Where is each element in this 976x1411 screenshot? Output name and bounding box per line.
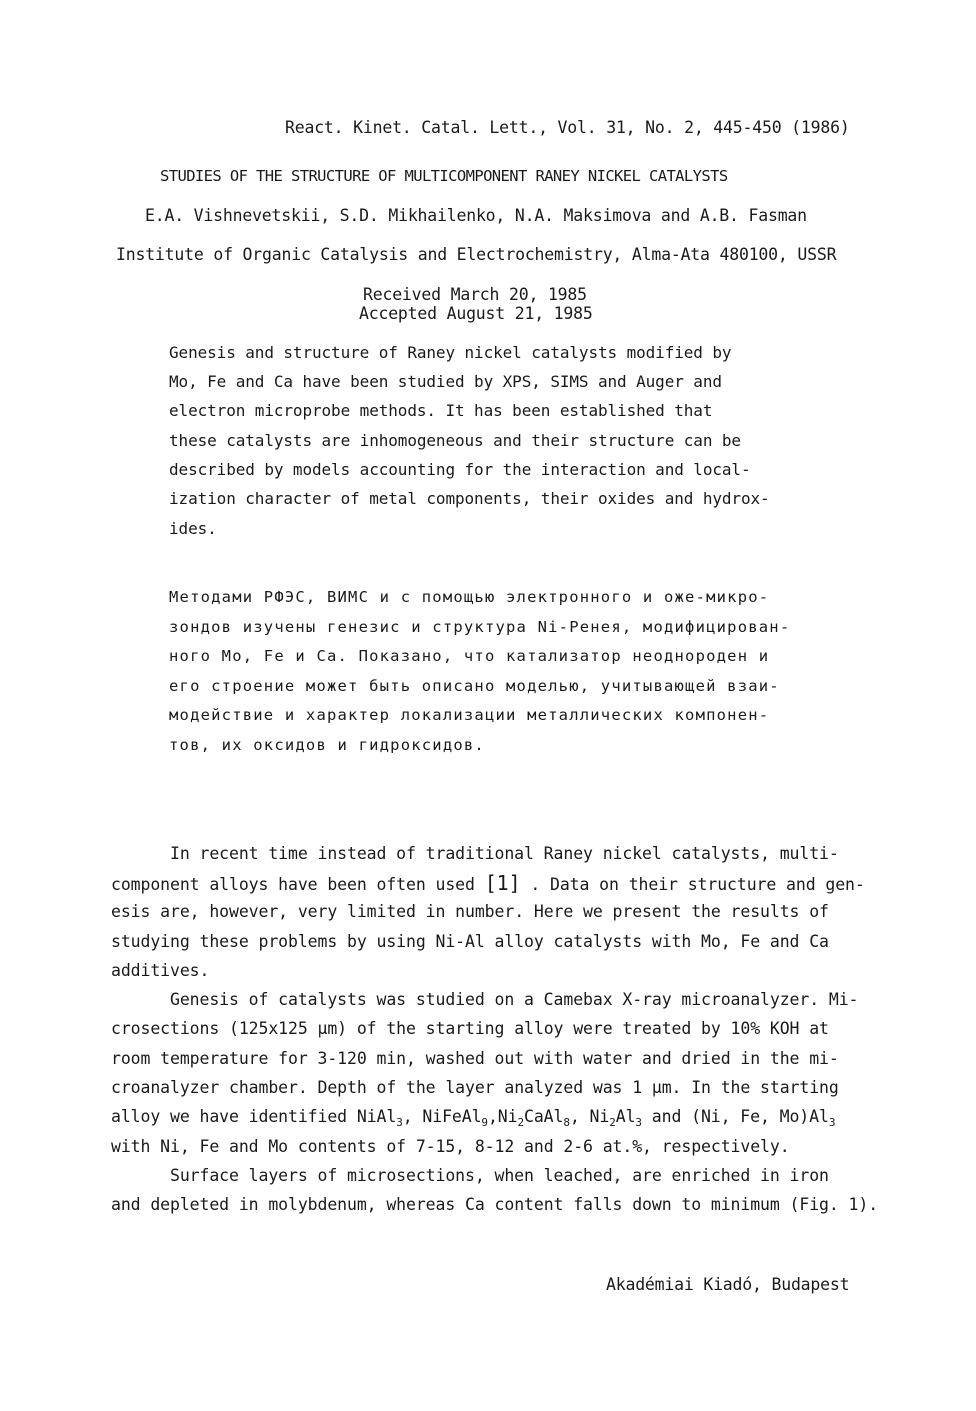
abstract-ru-line: модействие и характер локализации металлических компонен- [169,706,770,724]
body-line: Genesis of catalysts was studied on a Camebax X-ray microanalyzer. Mi- [170,990,859,1009]
abstract-ru-line: ного Мо, Fe и Са. Показано, что катализатор неоднороден и [169,647,770,665]
body-line [111,873,865,895]
body-line: room temperature for 3-120 min, washed out with water and dried in the mi- [111,1049,839,1068]
abstract-ru-line: его строение может быть описано моделью, учитывающей взаи- [169,677,780,695]
body-text-span: component alloys have been often used [111,875,485,894]
accepted-date: Accepted August 21, 1985 [359,304,593,323]
abstract-line: electron microprobe methods. It has been established that [169,401,713,420]
publisher-footer: Akadémiai Kiadó, Budapest [606,1275,850,1294]
abstract-ru-line: тов, их оксидов и гидроксидов. [169,736,485,754]
phase-formula: NiFeAl$_9$ [422,1107,488,1129]
received-date: Received March 20, 1985 [363,285,587,304]
body-text-span: . Data on their structure and gen- [520,875,865,894]
abstract-line: Mo, Fe and Ca have been studied by XPS, SIMS and Auger and [169,372,722,391]
body-line: crosections (125x125 μm) of the starting alloy were treated by 10% KOH at [111,1019,829,1038]
journal-citation: React. Kinet. Catal. Lett., Vol. 31, No. 2, 445-450 (1986) [285,118,850,137]
abstract-ru-line: зондов изучены генезис и структура Ni-Ренея, модифицирован- [169,618,791,636]
body-line: Surface layers of microsections, when leached, are enriched in iron [170,1166,829,1185]
abstract-line: these catalysts are inhomogeneous and their structure can be [169,431,741,450]
phase-formula: $Ni_2CaAl_8$ [497,1107,570,1129]
phase-formula: NiAl$_3$ [356,1107,403,1129]
body-line: croanalyzer chamber. Depth of the layer analyzed was 1 μm. In the starting [111,1078,839,1097]
abstract-line: described by models accounting for the interaction and local- [169,460,751,479]
phase-formula: (Ni, Fe, $Mo)Al_3$ [691,1107,836,1129]
paper-authors: E.A. Vishnevetskii, S.D. Mikhailenko, N.A. Maksimova and A.B. Fasman [145,206,807,225]
paper-affiliation: Institute of Organic Catalysis and Electrochemistry, Alma-Ata 480100, USSR [116,245,837,264]
body-text-span: alloy we have identified [111,1107,357,1126]
body-line: and depleted in molybdenum, whereas Ca content falls down to minimum (Fig. 1). [111,1195,879,1214]
abstract-line: Genesis and structure of Raney nickel catalysts modified by [169,343,732,362]
citation-reference: [1] [484,871,521,895]
abstract-line: ides. [169,519,217,538]
body-line-phases: alloy we have identified NiAl$_3$, $NiFeAl_9,Ni_2CaAl_8$, $Ni_2Al_3$ and (Ni, Fe, $Mo)Al_3$ [111,1107,836,1129]
body-line: additives. [111,961,210,980]
paper-title: STUDIES OF THE STRUCTURE OF MULTICOMPONENT RANEY NICKEL CATALYSTS [160,167,728,185]
abstract-ru-line: Методами РФЭС, ВИМС и с помощью электронного и оже-микро- [169,588,770,606]
body-line: In recent time instead of traditional Raney nickel catalysts, multi- [170,844,839,863]
body-line: esis are, however, very limited in number. Here we present the results of [111,902,829,921]
body-line: with Ni, Fe and Mo contents of 7-15, 8-12 and 2-6 at.%, respectively. [111,1137,790,1156]
phase-formula: $Ni_2Al_3$ [589,1107,642,1129]
body-line: studying these problems by using Ni-Al alloy catalysts with Mo, Fe and Ca [111,932,829,951]
abstract-line: ization character of metal components, their oxides and hydrox- [169,489,770,508]
